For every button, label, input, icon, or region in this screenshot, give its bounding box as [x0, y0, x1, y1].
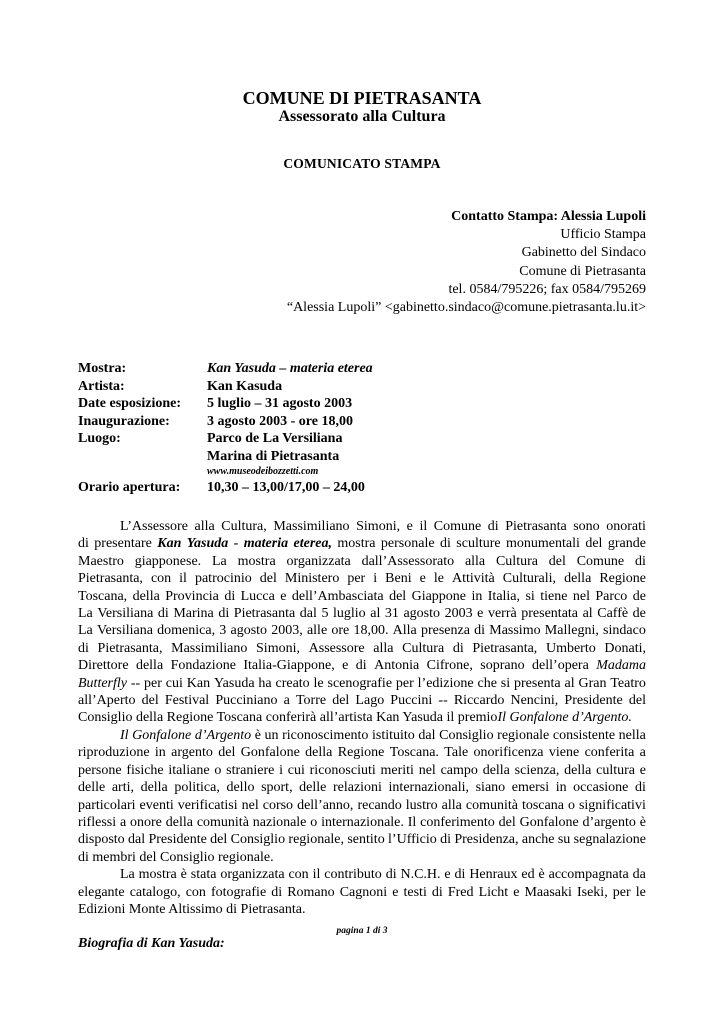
- fact-row-inaugurazione: [78, 413, 373, 431]
- fact-value: Marina di Pietrasanta: [207, 448, 340, 464]
- website-link[interactable]: www.museodeibozzetti.com: [207, 466, 319, 477]
- fact-row-mostra: [78, 360, 373, 378]
- text-line: Maestro giapponese. La mostra organizzata dall’Assessorato alla Cultura del Comune di: [78, 553, 646, 569]
- text-line: disposto dal Presidente del Consiglio regionale, sentito l’Ufficio di Presidenza, anche su segnalazione: [78, 832, 646, 848]
- fact-label: Artista:: [78, 378, 125, 394]
- organization-title: COMUNE DI PIETRASANTA: [242, 88, 482, 108]
- fact-label: Date esposizione:: [78, 396, 182, 411]
- fact-label: Luogo:: [78, 431, 121, 446]
- fact-value: 3 agosto 2003 - ore 18,00: [207, 413, 353, 429]
- fact-value: Kan Kasuda: [207, 378, 283, 394]
- department-subtitle: Assessorato alla Cultura: [278, 108, 446, 125]
- text-span: Consiglio della Regione Toscana conferirà all’artista Kan Yasuda il premio: [78, 710, 498, 726]
- contact-phone-fax: tel. 0584/795226; fax 0584/795269: [448, 281, 646, 297]
- fact-label: Orario apertura:: [78, 480, 181, 495]
- text-line: La Versiliana di Marina di Pietrasanta dal 5 luglio al 31 agosto 2003 e verrà presentata al Caffè de: [78, 606, 646, 622]
- text-line: all’Aperto del Festival Pucciniano a Torre del Lago Puccini -- Riccardo Nencini, Presidente del: [78, 693, 646, 709]
- fact-row-orario: [78, 479, 373, 497]
- fact-row-luogo-2: [78, 448, 373, 466]
- text-line: Direttore della Fondazione Italia-Giappone, e di Antonia Cifrone, soprano dell’opera Madama: [78, 658, 646, 674]
- text-line: Butterfly -- per cui Kan Yasuda ha creato le scenografie per l’edizione che si presenta al Gran Teatro: [78, 675, 646, 691]
- page-number: pagina 1 di 3: [336, 926, 388, 936]
- text-line: La Versiliana domenica, 3 agosto 2003, alle ore 18,00. Alla presenza di Massimo Mallegni, sindaco: [78, 623, 646, 639]
- press-contact-block: [287, 208, 646, 317]
- text-line: di presentare Kan Yasuda - materia eterea, mostra personale di sculture monumentali del grande: [78, 536, 646, 552]
- contact-name: Contatto Stampa: Alessia Lupoli: [451, 209, 646, 224]
- fact-label: Mostra:: [78, 361, 127, 376]
- text-line: Pietrasanta, con il patrocinio del Ministero per i Beni e le Attività Culturali, della Regione: [78, 571, 646, 587]
- text-line: di membri del Consiglio regionale.: [78, 849, 274, 865]
- fact-row-date: [78, 395, 373, 413]
- contact-municipality: Comune di Pietrasanta: [519, 263, 646, 279]
- contact-office: Ufficio Stampa: [560, 227, 646, 243]
- text-line: Edizioni Monte Altissimo di Pietrasanta.: [78, 901, 306, 917]
- text-line: riflessi a onore della comunità nazionale o internazionale. Il conferimento del Gonfalone d’argento è: [78, 814, 646, 830]
- fact-value: 5 luglio – 31 agosto 2003: [207, 396, 353, 411]
- text-line: Toscana, della Provincia di Lucca e dell’Ambasciata del Giappone in Italia, si tiene nel Parco de: [78, 588, 646, 604]
- text-line: delle arti, della politica, dello sport, delle relazioni internazionali, siano emersi in occasione di: [78, 780, 646, 796]
- contact-email: “Alessia Lupoli” <gabinetto.sindaco@comune.pietrasanta.lu.it>: [286, 300, 646, 316]
- fact-label: Inaugurazione:: [78, 413, 170, 429]
- text-line: particolari eventi verificatisi nel corso dell’anno, recando lustro alla comunità toscana o significativi: [78, 797, 646, 813]
- contact-cabinet: Gabinetto del Sindaco: [521, 245, 646, 261]
- prize-title: Il Gonfalone d’Argento.: [497, 710, 632, 726]
- text-line: persone fisiche italiane o straniere i cui riconosciuti meriti nel campo della scienza, della cultura e: [78, 762, 646, 778]
- text-line: L’Assessore alla Cultura, Massimiliano Simoni, e il Comune di Pietrasanta sono onorati: [120, 519, 646, 534]
- text-line: La mostra è stata organizzata con il contributo di N.C.H. e di Henraux ed è accompagnata da: [120, 867, 646, 883]
- fact-row-website: [78, 465, 373, 479]
- fact-value: Kan Yasuda – materia eterea: [207, 361, 373, 376]
- text-line: elegante catalogo, con fotografie di Romano Cagnoni e testi di Fred Licht e Maasaki Iseki, per le: [78, 884, 646, 900]
- text-line: [78, 709, 646, 726]
- press-release-body: [78, 518, 646, 918]
- text-line: di Pietrasanta, Massimiliano Simoni, Assessore alla Cultura di Pietrasanta, Umberto Donati,: [78, 640, 646, 656]
- fact-value: 10,30 – 13,00/17,00 – 24,00: [207, 480, 365, 495]
- biography-heading: Biografia di Kan Yasuda:: [78, 936, 225, 951]
- exhibition-facts: [78, 360, 373, 497]
- text-line: riproduzione in argento del Gonfalone della Regione Toscana. Tale onorificenza viene conferita a: [78, 745, 646, 761]
- doc-type-heading: COMUNICATO STAMPA: [283, 156, 441, 171]
- fact-value: Parco de La Versiliana: [207, 431, 343, 446]
- text-line: Il Gonfalone d’Argento è un riconoscimento istituito dal Consiglio regionale consistente nella: [120, 727, 646, 743]
- fact-row-luogo: [78, 430, 373, 448]
- fact-row-artista: [78, 378, 373, 396]
